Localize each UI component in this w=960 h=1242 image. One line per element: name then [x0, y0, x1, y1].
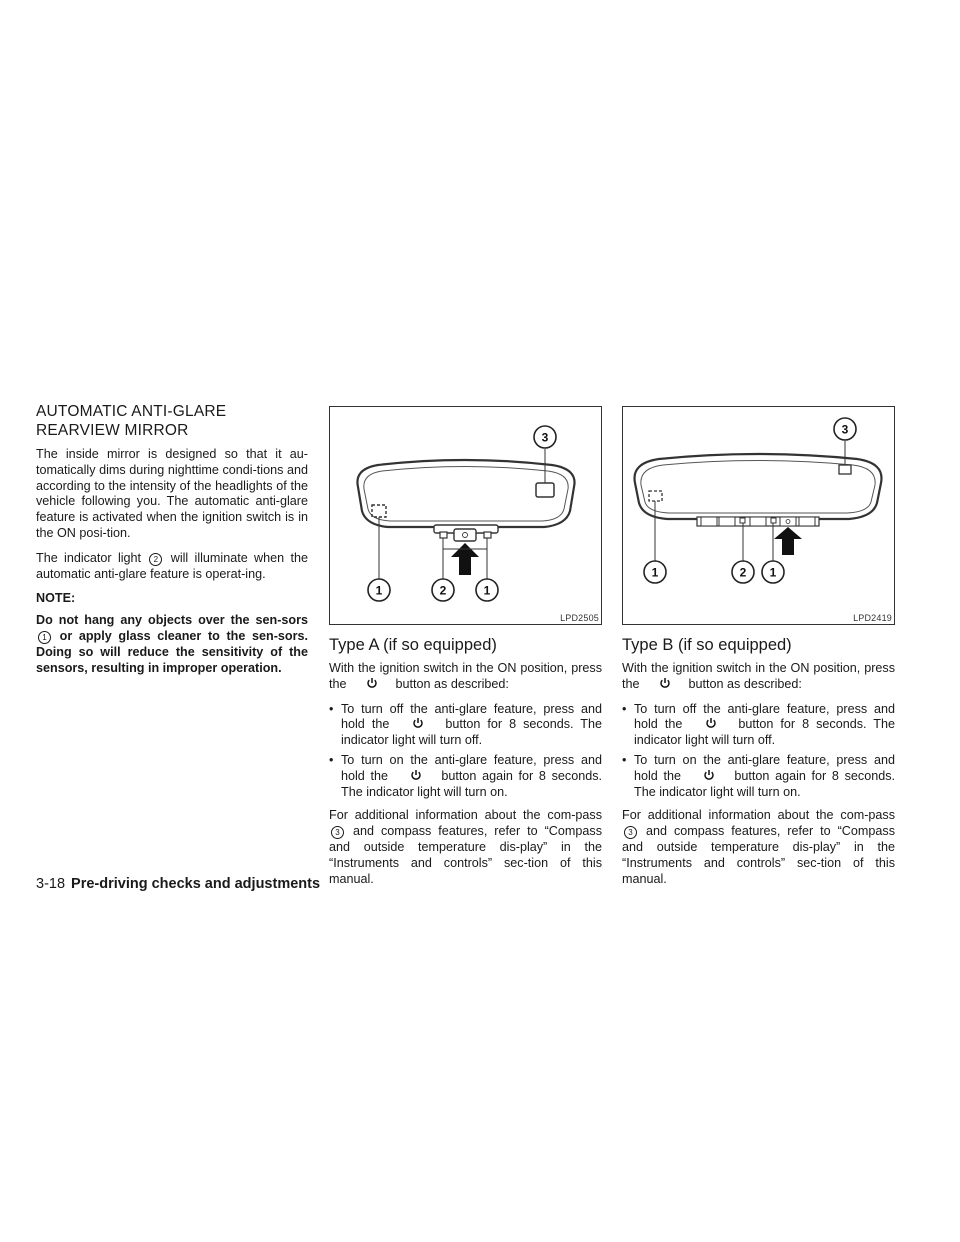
list-item: [329, 753, 602, 800]
callout-3-inline: 3: [331, 826, 344, 839]
mirror-illustration-type-b: [623, 407, 894, 624]
bullet-text-start: To turn on the anti-glare feature, press and hold the: [634, 752, 895, 783]
lead-text-end: button as described:: [688, 676, 802, 691]
sensor-right: [484, 532, 491, 538]
compass-display: [839, 465, 851, 474]
power-icon: [703, 769, 715, 781]
bullet-text-start: To turn off the anti-glare feature, press and hold the: [634, 701, 895, 732]
callout-3-label: 3: [541, 430, 549, 445]
callout-3-inline: 3: [624, 826, 637, 839]
press-arrow: [451, 543, 479, 575]
column-type-a: [329, 402, 602, 896]
power-icon: [366, 677, 378, 689]
callout-2-label: 2: [439, 583, 447, 598]
mirror-figure-type-b: [622, 406, 895, 625]
type-a-more-info: [329, 808, 602, 887]
sensor-left: [440, 532, 447, 538]
type-a-lead: [329, 661, 602, 693]
strip-button-4: [799, 517, 815, 526]
note-body: [36, 613, 308, 676]
list-item: [622, 702, 895, 749]
bullet-text-end: button again for 8 seconds. The indicator light will turn on.: [634, 768, 896, 799]
sensor-rear: [372, 505, 386, 517]
callout-1-right-label: 1: [769, 565, 777, 580]
callout-1-inline: 1: [38, 631, 51, 644]
more-text-start: For additional information about the com-pass: [622, 808, 895, 823]
callout-1-left-label: 1: [375, 583, 383, 598]
indicator-text-end: will illuminate when the automatic anti-glare feature is operat-ing.: [36, 550, 308, 581]
indicator-text-start: The indicator light: [36, 550, 142, 565]
power-icon: [705, 717, 717, 729]
callout-1-left-label: 1: [651, 565, 659, 580]
intro-paragraph: The inside mirror is designed so that it au-tomatically dims during nighttime condi-tions and according to the intensity of the headlights of the vehicle following you. The automatic anti-glare feature is activated when the ignition switch is in the ON posi-tion.: [36, 447, 308, 540]
mirror-figure-type-a: [329, 406, 602, 625]
type-b-lead: [622, 661, 895, 693]
note-label: NOTE:: [36, 591, 76, 606]
section-title: [36, 402, 308, 440]
power-icon: [410, 769, 422, 781]
callout-1-right-label: 1: [483, 583, 491, 598]
type-a-bullets: [329, 702, 602, 801]
column-type-b: [622, 402, 895, 896]
chapter-title: Pre-driving checks and adjustments: [71, 876, 321, 892]
power-icon: [659, 677, 671, 689]
section-title-line2: REARVIEW MIRROR: [36, 422, 189, 439]
note-text-end: or apply glass cleaner to the sen-sors. Doing so will reduce the sensitivity of the sensors, resulting in improper operation.: [36, 628, 308, 675]
strip-button-1: [701, 517, 717, 526]
sensor-right: [771, 518, 776, 523]
lead-text-end: button as described:: [395, 676, 509, 691]
note-text-start: Do not hang any objects over the sen-sors: [36, 613, 308, 628]
page-number: 3-18: [36, 876, 66, 892]
bullet-text-end: button for 8 seconds. The indicator light will turn off.: [634, 717, 895, 748]
callout-2-inline: 2: [149, 553, 162, 566]
power-button: [454, 529, 476, 541]
strip-button-2: [719, 517, 735, 526]
callout-3-label: 3: [841, 422, 849, 437]
list-item: [622, 753, 895, 800]
type-a-title: Type A (if so equipped): [329, 636, 497, 654]
power-icon: [412, 717, 424, 729]
list-item: [329, 702, 602, 749]
type-b-bullets: [622, 702, 895, 801]
compass-display: [536, 483, 554, 497]
sensor-left: [740, 518, 745, 523]
sensor-rear: [649, 491, 662, 501]
mirror-illustration-type-a: [330, 407, 601, 624]
callout-2-label: 2: [739, 565, 747, 580]
column-left: [36, 402, 308, 685]
bullet-text-end: button again for 8 seconds. The indicator light will turn on.: [341, 768, 603, 799]
bullet-text-start: To turn off the anti-glare feature, press and hold the: [341, 701, 602, 732]
bullet-text-start: To turn on the anti-glare feature, press and hold the: [341, 752, 602, 783]
more-text-end: and compass features, refer to “Compass and outside temperature dis-play” in the “Instruments and controls” sec-tion of this manual.: [622, 824, 895, 886]
press-arrow: [774, 527, 802, 555]
more-text-start: For additional information about the com-pass: [329, 808, 602, 823]
bullet-text-end: button for 8 seconds. The indicator light will turn off.: [341, 717, 602, 748]
type-b-title: Type B (if so equipped): [622, 636, 792, 654]
strip-button-3: [750, 517, 766, 526]
lead-text-start: With the ignition switch in the ON position, press the: [329, 661, 602, 691]
more-text-end: and compass features, refer to “Compass and outside temperature dis-play” in the “Instruments and controls” sec-tion of this manual.: [329, 824, 602, 886]
page-footer: [36, 876, 320, 892]
section-title-line1: AUTOMATIC ANTI-GLARE: [36, 403, 227, 420]
lead-text-start: With the ignition switch in the ON position, press the: [622, 661, 895, 691]
type-b-more-info: [622, 808, 895, 887]
figure-code: LPD2419: [853, 613, 892, 623]
indicator-paragraph: [36, 551, 308, 583]
figure-code: LPD2505: [560, 613, 599, 623]
power-button: [780, 517, 796, 526]
